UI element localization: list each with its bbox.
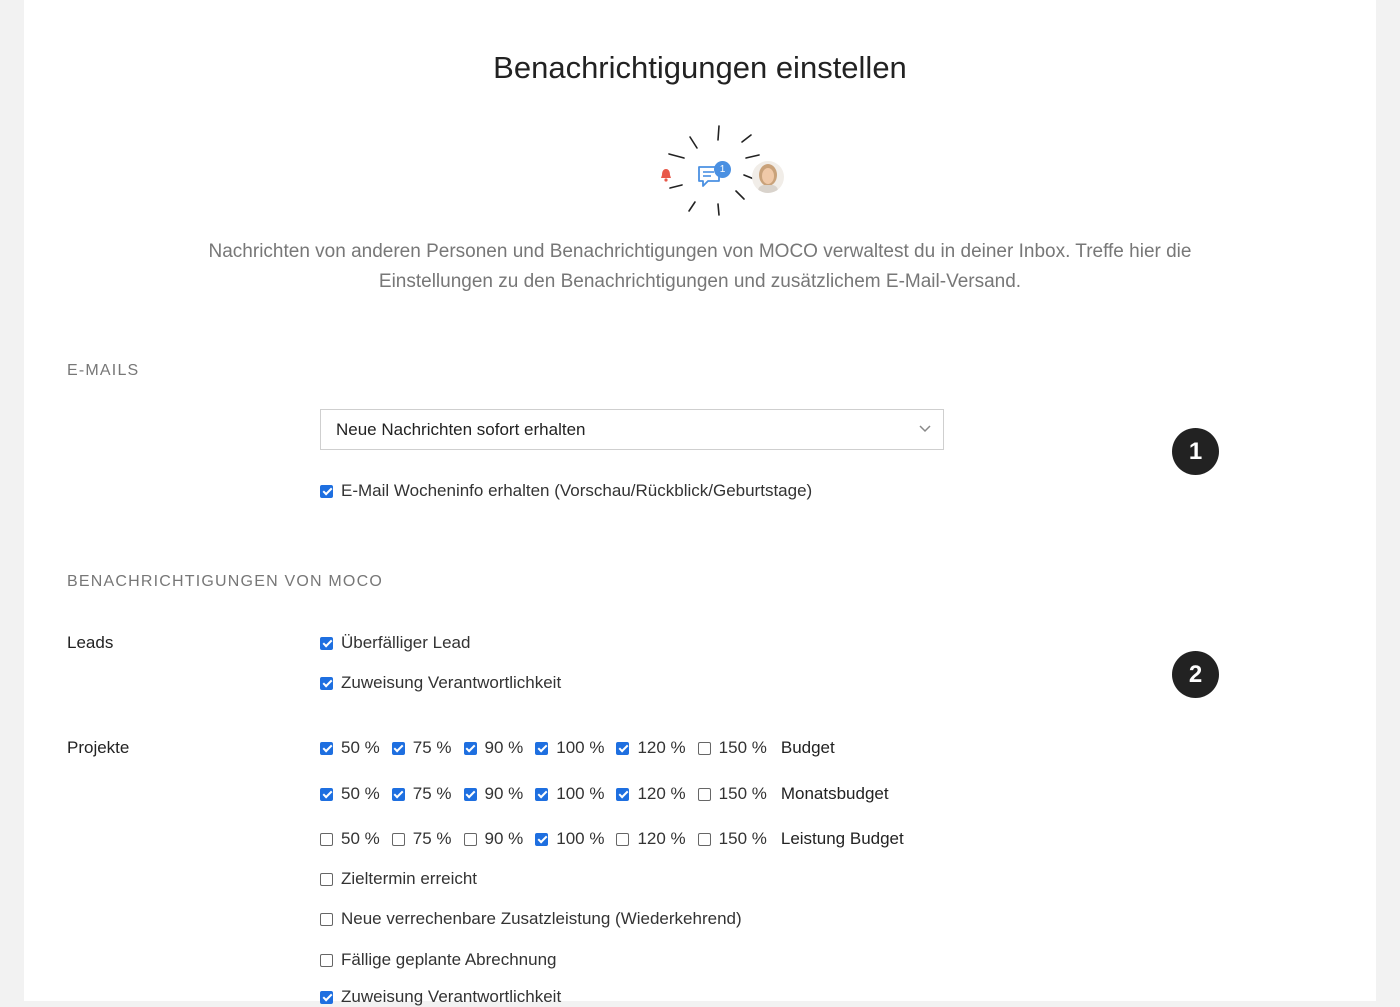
threshold-label: 75 % [412, 784, 452, 803]
email-frequency-value: Neue Nachrichten sofort erhalten [336, 420, 586, 439]
threshold-label: 90 % [484, 829, 524, 848]
intro-text: Nachrichten von anderen Personen und Benachrichtigungen von MOCO verwaltest du in deiner Inbox. Treffe hier die Einstellungen zu den Benachrichtigungen und zusätzlichem E-Mail-Versand. [208, 241, 1192, 292]
threshold-option[interactable] [616, 784, 685, 804]
threshold-checkbox[interactable] [698, 742, 711, 755]
threshold-label: 150 % [718, 784, 767, 803]
lead-option-assignment[interactable] [320, 673, 561, 693]
threshold-option[interactable] [392, 784, 452, 804]
weekly-info-label: E-Mail Wocheninfo erhalten (Vorschau/Rückblick/Geburtstage) [341, 481, 813, 500]
threshold-checkbox[interactable] [392, 788, 405, 801]
threshold-checkbox[interactable] [698, 833, 711, 846]
threshold-label: 75 % [412, 738, 452, 757]
moco-section-title: BENACHRICHTIGUNGEN VON MOCO [67, 573, 383, 590]
threshold-label: 50 % [341, 784, 380, 803]
threshold-checkbox[interactable] [464, 742, 477, 755]
project-planned-invoice-label: Fällige geplante Abrechnung [341, 950, 557, 969]
threshold-checkbox[interactable] [535, 742, 548, 755]
threshold-label: 90 % [484, 784, 524, 803]
lead-assignment-checkbox[interactable] [320, 677, 333, 690]
avatar [752, 159, 784, 195]
threshold-checkbox[interactable] [320, 742, 333, 755]
threshold-checkbox[interactable] [616, 742, 629, 755]
threshold-checkbox[interactable] [535, 833, 548, 846]
leads-label: Leads [67, 633, 114, 652]
threshold-label: 150 % [718, 738, 767, 757]
bell-icon [660, 168, 672, 182]
step-badge-2: 2 [1172, 651, 1219, 698]
project-planned-invoice-checkbox[interactable] [320, 954, 333, 967]
threshold-checkbox[interactable] [616, 788, 629, 801]
threshold-option[interactable] [698, 784, 767, 804]
project-option-extra-service[interactable] [320, 909, 742, 929]
threshold-label: 90 % [484, 738, 524, 757]
lead-option-overdue[interactable] [320, 633, 470, 653]
service-budget-row-label: Leistung Budget [780, 829, 904, 848]
projects-label: Projekte [67, 738, 130, 757]
threshold-checkbox[interactable] [535, 788, 548, 801]
service-budget-threshold-row [320, 829, 904, 849]
project-deadline-label: Zieltermin erreicht [341, 869, 478, 888]
threshold-label: 120 % [637, 738, 686, 757]
budget-threshold-row [320, 738, 835, 758]
threshold-option[interactable] [535, 829, 604, 849]
threshold-label: 100 % [556, 829, 605, 848]
threshold-checkbox[interactable] [320, 788, 333, 801]
project-extra-service-label: Neue verrechenbare Zusatzleistung (Wiederkehrend) [341, 909, 742, 928]
threshold-option[interactable] [392, 829, 452, 849]
threshold-option[interactable] [698, 829, 767, 849]
monthly-budget-row-label: Monatsbudget [780, 784, 889, 803]
threshold-label: 100 % [556, 738, 605, 757]
lead-assignment-label: Zuweisung Verantwortlichkeit [341, 673, 562, 692]
threshold-option[interactable] [392, 738, 452, 758]
threshold-option[interactable] [616, 738, 685, 758]
threshold-option[interactable] [320, 829, 380, 849]
threshold-checkbox[interactable] [392, 742, 405, 755]
threshold-checkbox[interactable] [464, 833, 477, 846]
threshold-label: 100 % [556, 784, 605, 803]
settings-panel [24, 0, 1376, 1006]
step-badge-1: 1 [1172, 428, 1219, 475]
threshold-checkbox[interactable] [464, 788, 477, 801]
threshold-option[interactable] [320, 738, 380, 758]
threshold-option[interactable] [698, 738, 767, 758]
weekly-info-option[interactable] [320, 481, 812, 501]
project-option-planned-invoice[interactable] [320, 950, 557, 970]
project-assignment-checkbox[interactable] [320, 991, 333, 1004]
chat-count-badge: 1 [714, 161, 731, 178]
project-assignment-label: Zuweisung Verantwortlichkeit [341, 987, 562, 1006]
monthly-budget-threshold-row [320, 784, 889, 804]
emails-section-title: E-MAILS [67, 362, 140, 379]
project-deadline-checkbox[interactable] [320, 873, 333, 886]
threshold-label: 50 % [341, 738, 380, 757]
threshold-checkbox[interactable] [616, 833, 629, 846]
threshold-option[interactable] [535, 784, 604, 804]
project-option-assignment[interactable] [320, 987, 561, 1007]
chevron-down-icon [917, 420, 933, 436]
threshold-label: 150 % [718, 829, 767, 848]
threshold-checkbox[interactable] [320, 833, 333, 846]
threshold-label: 75 % [412, 829, 452, 848]
threshold-checkbox[interactable] [392, 833, 405, 846]
notification-illustration [634, 118, 774, 228]
threshold-label: 120 % [637, 829, 686, 848]
threshold-option[interactable] [616, 829, 685, 849]
threshold-label: 120 % [637, 784, 686, 803]
threshold-option[interactable] [535, 738, 604, 758]
weekly-info-checkbox[interactable] [320, 485, 333, 498]
project-option-deadline[interactable] [320, 869, 477, 889]
threshold-option[interactable] [464, 784, 524, 804]
lead-overdue-label: Überfälliger Lead [341, 633, 471, 652]
lead-overdue-checkbox[interactable] [320, 637, 333, 650]
email-frequency-select[interactable] [320, 409, 944, 450]
project-extra-service-checkbox[interactable] [320, 913, 333, 926]
threshold-option[interactable] [464, 738, 524, 758]
threshold-option[interactable] [464, 829, 524, 849]
page-title: Benachrichtigungen einstellen [493, 50, 907, 85]
threshold-label: 50 % [341, 829, 380, 848]
budget-row-label: Budget [780, 738, 835, 757]
threshold-option[interactable] [320, 784, 380, 804]
threshold-checkbox[interactable] [698, 788, 711, 801]
